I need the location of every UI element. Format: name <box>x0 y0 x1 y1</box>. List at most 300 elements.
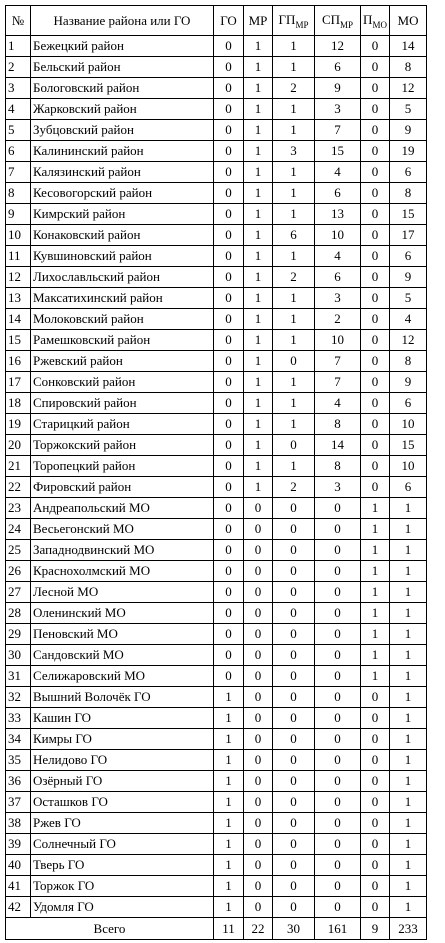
totals-mo: 233 <box>390 918 427 940</box>
header-p-sub: МО <box>372 20 387 30</box>
row-sp: 9 <box>315 78 361 99</box>
row-go: 0 <box>214 351 244 372</box>
row-name: Спировский район <box>31 393 214 414</box>
table-row <box>6 246 427 267</box>
row-mr: 0 <box>244 498 273 519</box>
totals-sp: 161 <box>315 918 361 940</box>
row-mr: 1 <box>244 372 273 393</box>
row-p: 0 <box>361 456 390 477</box>
table-row <box>6 708 427 729</box>
row-number: 39 <box>6 834 31 855</box>
row-go: 0 <box>214 78 244 99</box>
table-row <box>6 372 427 393</box>
row-mr: 1 <box>244 141 273 162</box>
row-mr: 1 <box>244 120 273 141</box>
row-gp: 1 <box>273 36 315 57</box>
row-go: 0 <box>214 99 244 120</box>
row-name: Пеновский МО <box>31 624 214 645</box>
table-row <box>6 57 427 78</box>
row-mr: 1 <box>244 36 273 57</box>
row-mo: 12 <box>390 78 427 99</box>
table-row <box>6 36 427 57</box>
row-mo: 6 <box>390 477 427 498</box>
row-name: Максатихинский район <box>31 288 214 309</box>
row-name: Бежецкий район <box>31 36 214 57</box>
row-mo: 9 <box>390 267 427 288</box>
row-name: Андреапольский МО <box>31 498 214 519</box>
row-mo: 12 <box>390 330 427 351</box>
row-sp: 6 <box>315 57 361 78</box>
row-gp: 0 <box>273 813 315 834</box>
row-mr: 0 <box>244 666 273 687</box>
row-mo: 1 <box>390 876 427 897</box>
row-mo: 8 <box>390 57 427 78</box>
row-p: 0 <box>361 99 390 120</box>
row-sp: 0 <box>315 729 361 750</box>
table-row <box>6 498 427 519</box>
table-row <box>6 309 427 330</box>
row-number: 34 <box>6 729 31 750</box>
row-sp: 6 <box>315 183 361 204</box>
table-row <box>6 540 427 561</box>
row-number: 42 <box>6 897 31 918</box>
row-number: 27 <box>6 582 31 603</box>
row-p: 0 <box>361 183 390 204</box>
row-gp: 0 <box>273 351 315 372</box>
row-gp: 0 <box>273 498 315 519</box>
row-mo: 10 <box>390 414 427 435</box>
row-go: 0 <box>214 309 244 330</box>
row-mr: 0 <box>244 645 273 666</box>
row-sp: 12 <box>315 36 361 57</box>
row-sp: 2 <box>315 309 361 330</box>
row-p: 1 <box>361 540 390 561</box>
row-sp: 0 <box>315 540 361 561</box>
row-p: 0 <box>361 834 390 855</box>
row-name: Осташков ГО <box>31 792 214 813</box>
row-p: 0 <box>361 246 390 267</box>
row-go: 0 <box>214 414 244 435</box>
row-gp: 0 <box>273 624 315 645</box>
row-gp: 0 <box>273 729 315 750</box>
row-number: 18 <box>6 393 31 414</box>
row-number: 21 <box>6 456 31 477</box>
row-sp: 14 <box>315 435 361 456</box>
header-gp-sub: МР <box>295 20 309 30</box>
row-mr: 0 <box>244 708 273 729</box>
table-row <box>6 99 427 120</box>
row-mo: 6 <box>390 162 427 183</box>
row-gp: 1 <box>273 288 315 309</box>
row-sp: 6 <box>315 267 361 288</box>
totals-p: 9 <box>361 918 390 940</box>
row-p: 1 <box>361 561 390 582</box>
row-mo: 6 <box>390 393 427 414</box>
row-sp: 0 <box>315 498 361 519</box>
row-mo: 1 <box>390 645 427 666</box>
row-mr: 1 <box>244 246 273 267</box>
row-name: Торопецкий район <box>31 456 214 477</box>
row-p: 0 <box>361 141 390 162</box>
row-sp: 3 <box>315 99 361 120</box>
row-mo: 1 <box>390 729 427 750</box>
row-mo: 1 <box>390 624 427 645</box>
row-mo: 1 <box>390 666 427 687</box>
row-name: Кимрский район <box>31 204 214 225</box>
row-go: 0 <box>214 456 244 477</box>
table-body <box>6 36 427 918</box>
table-row <box>6 561 427 582</box>
row-mr: 0 <box>244 603 273 624</box>
row-go: 1 <box>214 687 244 708</box>
row-go: 0 <box>214 498 244 519</box>
row-gp: 1 <box>273 120 315 141</box>
row-go: 1 <box>214 771 244 792</box>
row-number: 23 <box>6 498 31 519</box>
row-gp: 0 <box>273 792 315 813</box>
row-number: 22 <box>6 477 31 498</box>
row-mr: 1 <box>244 435 273 456</box>
row-mr: 1 <box>244 225 273 246</box>
row-p: 0 <box>361 393 390 414</box>
row-name: Западнодвинский МО <box>31 540 214 561</box>
row-name: Сандовский МО <box>31 645 214 666</box>
row-mr: 0 <box>244 561 273 582</box>
row-gp: 1 <box>273 414 315 435</box>
row-mo: 10 <box>390 456 427 477</box>
row-p: 0 <box>361 876 390 897</box>
row-mo: 1 <box>390 813 427 834</box>
row-name: Ржевский район <box>31 351 214 372</box>
row-name: Бологовский район <box>31 78 214 99</box>
header-sp-main: СП <box>321 12 341 27</box>
table-row <box>6 792 427 813</box>
row-number: 20 <box>6 435 31 456</box>
table-row <box>6 330 427 351</box>
table-row <box>6 624 427 645</box>
table-row <box>6 876 427 897</box>
row-number: 36 <box>6 771 31 792</box>
row-sp: 7 <box>315 351 361 372</box>
row-go: 1 <box>214 876 244 897</box>
row-mo: 1 <box>390 834 427 855</box>
row-p: 1 <box>361 498 390 519</box>
row-name: Сонковский район <box>31 372 214 393</box>
row-name: Кесовогорский район <box>31 183 214 204</box>
row-gp: 0 <box>273 750 315 771</box>
row-mo: 1 <box>390 498 427 519</box>
table-row <box>6 834 427 855</box>
table-row <box>6 456 427 477</box>
table-row <box>6 603 427 624</box>
row-number: 6 <box>6 141 31 162</box>
row-p: 0 <box>361 267 390 288</box>
row-sp: 0 <box>315 897 361 918</box>
row-mo: 4 <box>390 309 427 330</box>
row-p: 1 <box>361 645 390 666</box>
row-sp: 7 <box>315 120 361 141</box>
row-name: Ржев ГО <box>31 813 214 834</box>
totals-gp: 30 <box>273 918 315 940</box>
row-sp: 0 <box>315 624 361 645</box>
row-number: 13 <box>6 288 31 309</box>
row-p: 0 <box>361 729 390 750</box>
row-name: Оленинский МО <box>31 603 214 624</box>
row-go: 0 <box>214 372 244 393</box>
table-row <box>6 666 427 687</box>
row-gp: 1 <box>273 183 315 204</box>
row-sp: 0 <box>315 792 361 813</box>
row-number: 41 <box>6 876 31 897</box>
header-name: Название района или ГО <box>31 6 214 36</box>
row-p: 1 <box>361 603 390 624</box>
row-number: 12 <box>6 267 31 288</box>
row-sp: 4 <box>315 246 361 267</box>
row-sp: 0 <box>315 645 361 666</box>
row-gp: 0 <box>273 435 315 456</box>
row-number: 25 <box>6 540 31 561</box>
totals-label: Всего <box>6 918 214 940</box>
table-row <box>6 393 427 414</box>
row-mo: 1 <box>390 792 427 813</box>
row-gp: 1 <box>273 372 315 393</box>
row-gp: 2 <box>273 267 315 288</box>
row-gp: 1 <box>273 309 315 330</box>
totals-go: 11 <box>214 918 244 940</box>
row-mr: 0 <box>244 750 273 771</box>
row-name: Жарковский район <box>31 99 214 120</box>
row-mr: 1 <box>244 183 273 204</box>
row-gp: 0 <box>273 540 315 561</box>
row-number: 9 <box>6 204 31 225</box>
table-row <box>6 477 427 498</box>
row-go: 0 <box>214 393 244 414</box>
header-p-main: П <box>363 12 373 27</box>
table-row <box>6 519 427 540</box>
row-go: 0 <box>214 204 244 225</box>
table-row <box>6 813 427 834</box>
row-gp: 2 <box>273 78 315 99</box>
header-mr: МР <box>244 6 273 36</box>
header-p <box>361 6 390 36</box>
row-go: 1 <box>214 897 244 918</box>
row-name: Бельский район <box>31 57 214 78</box>
row-gp: 1 <box>273 204 315 225</box>
row-number: 15 <box>6 330 31 351</box>
row-name: Молоковский район <box>31 309 214 330</box>
row-sp: 0 <box>315 666 361 687</box>
row-number: 19 <box>6 414 31 435</box>
row-go: 0 <box>214 183 244 204</box>
table-row <box>6 183 427 204</box>
row-mr: 1 <box>244 162 273 183</box>
row-go: 0 <box>214 603 244 624</box>
row-p: 1 <box>361 666 390 687</box>
row-go: 0 <box>214 141 244 162</box>
row-mo: 15 <box>390 204 427 225</box>
row-gp: 1 <box>273 456 315 477</box>
row-number: 35 <box>6 750 31 771</box>
row-p: 0 <box>361 372 390 393</box>
row-mr: 0 <box>244 876 273 897</box>
row-go: 0 <box>214 267 244 288</box>
row-mr: 0 <box>244 687 273 708</box>
row-sp: 0 <box>315 582 361 603</box>
row-mr: 1 <box>244 330 273 351</box>
row-name: Калязинский район <box>31 162 214 183</box>
row-number: 2 <box>6 57 31 78</box>
row-number: 16 <box>6 351 31 372</box>
row-mo: 14 <box>390 36 427 57</box>
table-row <box>6 78 427 99</box>
row-sp: 3 <box>315 477 361 498</box>
row-go: 0 <box>214 561 244 582</box>
row-gp: 0 <box>273 582 315 603</box>
row-go: 0 <box>214 225 244 246</box>
row-gp: 1 <box>273 162 315 183</box>
row-mr: 1 <box>244 414 273 435</box>
row-gp: 1 <box>273 57 315 78</box>
row-mo: 9 <box>390 120 427 141</box>
row-name: Весьегонский МО <box>31 519 214 540</box>
table-row <box>6 582 427 603</box>
row-p: 0 <box>361 351 390 372</box>
row-go: 1 <box>214 834 244 855</box>
row-mr: 0 <box>244 813 273 834</box>
row-name: Лихославльский район <box>31 267 214 288</box>
header-row <box>6 6 427 36</box>
row-name: Вышний Волочёк ГО <box>31 687 214 708</box>
row-p: 0 <box>361 855 390 876</box>
row-gp: 0 <box>273 834 315 855</box>
row-name: Кимры ГО <box>31 729 214 750</box>
row-sp: 0 <box>315 687 361 708</box>
row-mr: 1 <box>244 309 273 330</box>
row-mr: 0 <box>244 855 273 876</box>
table-row <box>6 687 427 708</box>
table-row <box>6 162 427 183</box>
row-sp: 0 <box>315 813 361 834</box>
row-p: 0 <box>361 162 390 183</box>
row-mr: 0 <box>244 792 273 813</box>
table-row <box>6 855 427 876</box>
row-go: 0 <box>214 519 244 540</box>
row-gp: 0 <box>273 519 315 540</box>
row-number: 10 <box>6 225 31 246</box>
row-name: Краснохолмский МО <box>31 561 214 582</box>
row-mo: 5 <box>390 288 427 309</box>
row-number: 26 <box>6 561 31 582</box>
table-row <box>6 771 427 792</box>
row-go: 1 <box>214 750 244 771</box>
row-sp: 0 <box>315 603 361 624</box>
row-p: 0 <box>361 330 390 351</box>
row-sp: 0 <box>315 855 361 876</box>
table-row <box>6 645 427 666</box>
row-sp: 7 <box>315 372 361 393</box>
row-mo: 5 <box>390 99 427 120</box>
row-mo: 1 <box>390 750 427 771</box>
header-gp <box>273 6 315 36</box>
row-p: 0 <box>361 897 390 918</box>
row-mo: 1 <box>390 897 427 918</box>
row-name: Торжокский район <box>31 435 214 456</box>
row-mo: 1 <box>390 603 427 624</box>
table-row <box>6 435 427 456</box>
row-sp: 10 <box>315 225 361 246</box>
row-number: 29 <box>6 624 31 645</box>
row-name: Удомля ГО <box>31 897 214 918</box>
row-gp: 0 <box>273 645 315 666</box>
row-number: 24 <box>6 519 31 540</box>
row-name: Торжок ГО <box>31 876 214 897</box>
row-go: 0 <box>214 477 244 498</box>
row-gp: 0 <box>273 687 315 708</box>
row-go: 0 <box>214 120 244 141</box>
row-sp: 0 <box>315 561 361 582</box>
row-go: 0 <box>214 57 244 78</box>
row-gp: 0 <box>273 708 315 729</box>
row-name: Солнечный ГО <box>31 834 214 855</box>
row-mr: 1 <box>244 57 273 78</box>
row-name: Селижаровский МО <box>31 666 214 687</box>
row-mo: 9 <box>390 372 427 393</box>
row-number: 31 <box>6 666 31 687</box>
row-go: 0 <box>214 645 244 666</box>
row-p: 0 <box>361 435 390 456</box>
row-name: Старицкий район <box>31 414 214 435</box>
row-mo: 19 <box>390 141 427 162</box>
row-number: 14 <box>6 309 31 330</box>
row-sp: 0 <box>315 876 361 897</box>
row-go: 0 <box>214 582 244 603</box>
row-gp: 1 <box>273 393 315 414</box>
row-sp: 10 <box>315 330 361 351</box>
row-number: 38 <box>6 813 31 834</box>
row-gp: 1 <box>273 330 315 351</box>
row-sp: 4 <box>315 393 361 414</box>
row-go: 0 <box>214 36 244 57</box>
header-go: ГО <box>214 6 244 36</box>
row-mr: 1 <box>244 288 273 309</box>
table-row <box>6 267 427 288</box>
row-sp: 0 <box>315 834 361 855</box>
row-p: 0 <box>361 204 390 225</box>
row-gp: 0 <box>273 666 315 687</box>
row-sp: 3 <box>315 288 361 309</box>
row-mr: 0 <box>244 897 273 918</box>
row-name: Озёрный ГО <box>31 771 214 792</box>
totals-mr: 22 <box>244 918 273 940</box>
row-number: 32 <box>6 687 31 708</box>
row-p: 0 <box>361 414 390 435</box>
row-go: 0 <box>214 162 244 183</box>
row-p: 0 <box>361 120 390 141</box>
row-name: Кашин ГО <box>31 708 214 729</box>
row-mr: 0 <box>244 729 273 750</box>
table-row <box>6 141 427 162</box>
row-number: 7 <box>6 162 31 183</box>
row-sp: 4 <box>315 162 361 183</box>
row-number: 37 <box>6 792 31 813</box>
header-sp-sub: МР <box>340 20 354 30</box>
row-go: 0 <box>214 435 244 456</box>
row-p: 0 <box>361 78 390 99</box>
table-row <box>6 897 427 918</box>
row-p: 0 <box>361 36 390 57</box>
row-mo: 8 <box>390 351 427 372</box>
table-row <box>6 729 427 750</box>
